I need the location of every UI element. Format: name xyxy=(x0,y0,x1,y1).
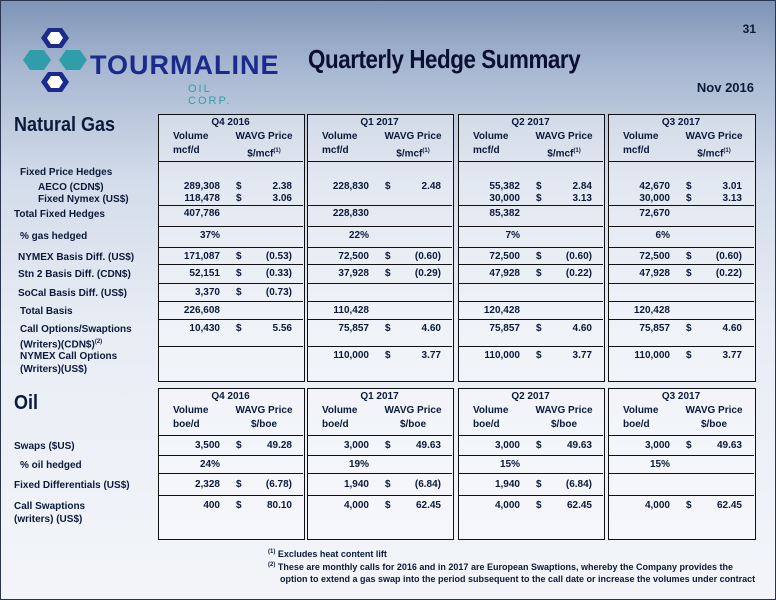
gas-volume-cell: 110,000 xyxy=(484,350,520,361)
gas-price-cell: (0.73) xyxy=(265,287,292,298)
gas-volume-cell: 30,000 xyxy=(639,193,670,204)
volume-unit: mcf/d xyxy=(623,145,650,156)
oil-price-cell: 49.63 xyxy=(566,440,592,451)
gas-row-label xyxy=(20,350,117,376)
gas-price-cell: (0.53) xyxy=(265,251,292,262)
gas-price-cell: 3.77 xyxy=(421,350,441,361)
oil-dollar-sign: $ xyxy=(536,479,542,490)
gas-volume-cell: 52,151 xyxy=(189,268,220,279)
gas-volume-cell: 55,382 xyxy=(489,181,520,192)
gas-price-cell: (0.22) xyxy=(715,268,742,279)
gas-price-cell: (0.22) xyxy=(565,268,592,279)
gas-volume-cell: 407,786 xyxy=(183,208,220,219)
oil-row-label xyxy=(14,440,75,453)
oil-volume-cell: 24% xyxy=(199,459,220,470)
price-unit: $/boe xyxy=(700,419,728,430)
row-label-text: Fixed Nymex (US$) xyxy=(38,194,129,205)
oil-dollar-sign: $ xyxy=(236,500,242,511)
gas-dollar-sign: $ xyxy=(385,268,391,279)
gas-volume-header xyxy=(473,130,523,158)
volume-label: Volume xyxy=(473,405,509,416)
oil-price-cell: 62.45 xyxy=(566,500,592,511)
gas-price-cell: 5.56 xyxy=(272,323,292,334)
oil-row-rule xyxy=(458,455,603,456)
page-number: 31 xyxy=(742,22,756,36)
gas-dollar-sign: $ xyxy=(385,350,391,361)
gas-dollar-sign: $ xyxy=(236,323,242,334)
gas-volume-cell: 118,478 xyxy=(184,193,220,204)
gas-row-rule xyxy=(158,301,303,302)
gas-price-cell: 3.77 xyxy=(572,350,592,361)
oil-volume-cell: 15% xyxy=(649,459,670,470)
gas-volume-cell: 110,428 xyxy=(333,305,369,316)
gas-row-label xyxy=(14,208,105,221)
price-label: WAVG Price xyxy=(535,131,593,142)
gas-price-cell: 2.48 xyxy=(421,181,441,192)
oil-price-cell: (6.84) xyxy=(565,479,592,490)
gas-row-rule xyxy=(307,264,452,265)
gas-price-cell: (0.60) xyxy=(414,251,441,262)
footnote-2-text: These are monthly calls for 2016 and in 2017 are European Swaptions, whereby the Company provides the xyxy=(277,562,734,572)
oil-quarter-header: Q3 2017 xyxy=(661,391,701,402)
gas-dollar-sign: $ xyxy=(686,181,692,192)
oil-price-header xyxy=(530,404,598,432)
gas-header-rule xyxy=(158,161,303,162)
oil-price-cell: 49.28 xyxy=(266,440,292,451)
gas-row-rule xyxy=(158,205,303,206)
gem-icon xyxy=(18,26,88,96)
footnote-1-text: Excludes heat content lift xyxy=(277,549,387,559)
gas-volume-cell: 3,370 xyxy=(194,287,220,298)
oil-dollar-sign: $ xyxy=(385,479,391,490)
volume-label: Volume xyxy=(173,131,209,142)
gas-volume-cell: 228,830 xyxy=(332,181,369,192)
oil-dollar-sign: $ xyxy=(536,440,542,451)
row-footnote-mark: (2) xyxy=(94,339,103,345)
volume-unit: boe/d xyxy=(173,419,200,430)
oil-volume-cell: 400 xyxy=(203,500,220,511)
gas-price-header xyxy=(230,130,298,161)
oil-volume-cell: 4,000 xyxy=(343,500,369,511)
gas-quarter-header: Q2 2017 xyxy=(511,117,550,128)
report-date: Nov 2016 xyxy=(696,80,754,95)
price-label: WAVG Price xyxy=(235,131,293,142)
gas-dollar-sign: $ xyxy=(236,251,242,262)
gas-volume-cell: 47,928 xyxy=(489,268,520,279)
gas-price-header xyxy=(680,130,748,161)
oil-volume-cell: 3,500 xyxy=(194,440,220,451)
gas-price-cell: (0.60) xyxy=(715,251,742,262)
oil-quarter-header: Q4 2016 xyxy=(211,391,250,402)
oil-row-rule xyxy=(307,435,452,436)
gas-row-rule xyxy=(158,226,303,227)
oil-row-rule xyxy=(158,435,303,436)
oil-row-rule xyxy=(458,435,603,436)
gas-row-rule xyxy=(158,247,303,248)
gas-row-rule xyxy=(458,247,603,248)
gas-dollar-sign: $ xyxy=(686,251,692,262)
oil-row-rule xyxy=(608,495,754,496)
oil-dollar-sign: $ xyxy=(686,500,692,511)
gas-volume-cell: 75,857 xyxy=(338,323,369,334)
gas-row-rule xyxy=(307,205,452,206)
gas-volume-header xyxy=(173,130,223,158)
gas-dollar-sign: $ xyxy=(686,193,692,204)
row-label-text: Swaps ($US) xyxy=(14,441,75,452)
oil-price-header xyxy=(379,404,447,432)
oil-row-rule xyxy=(158,473,303,474)
logo-name: TOURMALINE xyxy=(90,50,280,80)
oil-volume-cell: 4,000 xyxy=(644,500,670,511)
gas-row-label xyxy=(20,230,87,243)
price-footnote-mark: (1) xyxy=(273,148,281,154)
gas-volume-cell: 72,500 xyxy=(338,251,369,262)
row-label-text: Total Fixed Hedges xyxy=(14,209,105,220)
price-label: WAVG Price xyxy=(685,131,743,142)
oil-price-cell: 49.63 xyxy=(415,440,441,451)
row-label-text: Call Swaptions xyxy=(14,501,86,512)
oil-dollar-sign: $ xyxy=(236,479,242,490)
gas-row-rule xyxy=(158,319,303,320)
gas-dollar-sign: $ xyxy=(536,193,542,204)
price-unit: $/mcf xyxy=(547,148,574,160)
price-footnote-mark: (1) xyxy=(422,148,430,154)
price-unit: $/mcf xyxy=(396,148,423,160)
gas-row-label xyxy=(38,193,129,206)
price-unit: $/boe xyxy=(399,419,427,430)
gas-row-rule xyxy=(158,346,303,347)
oil-row-rule xyxy=(158,455,303,456)
gas-row-rule xyxy=(458,346,603,347)
oil-row-rule xyxy=(608,455,754,456)
price-footnote-mark: (1) xyxy=(573,148,581,154)
gas-price-cell: (0.29) xyxy=(414,268,441,279)
gas-quarter-header: Q1 2017 xyxy=(360,117,399,128)
row-label-text: Fixed Differentials (US$) xyxy=(14,480,130,491)
gas-volume-cell: 47,928 xyxy=(639,268,670,279)
gas-row-rule xyxy=(608,346,754,347)
gas-price-cell: 4.60 xyxy=(421,323,441,334)
oil-price-header xyxy=(680,404,748,432)
oil-volume-cell: 19% xyxy=(348,459,369,470)
volume-unit: mcf/d xyxy=(322,145,349,156)
oil-price-cell: 62.45 xyxy=(415,500,441,511)
volume-label: Volume xyxy=(322,405,358,416)
gas-row-rule xyxy=(458,205,603,206)
oil-price-header xyxy=(230,404,298,432)
gas-price-cell: 4.60 xyxy=(572,323,592,334)
oil-volume-cell: 3,000 xyxy=(494,440,520,451)
volume-label: Volume xyxy=(623,131,659,142)
row-label-text: Call Options/Swaptions xyxy=(20,324,132,335)
row-label-text: % oil hedged xyxy=(20,460,82,471)
gas-price-cell: (0.33) xyxy=(265,268,292,279)
gas-header-rule xyxy=(307,161,452,162)
gas-dollar-sign: $ xyxy=(236,268,242,279)
gas-row-label xyxy=(20,305,73,318)
volume-label: Volume xyxy=(473,131,509,142)
gas-row-rule xyxy=(307,247,452,248)
gas-dollar-sign: $ xyxy=(236,181,242,192)
logo-subtitle: OIL CORP. xyxy=(188,83,232,107)
volume-unit: boe/d xyxy=(322,419,349,430)
price-unit: $/mcf xyxy=(697,148,724,160)
volume-unit: mcf/d xyxy=(473,145,500,156)
oil-dollar-sign: $ xyxy=(236,440,242,451)
gas-row-rule xyxy=(608,226,754,227)
gas-dollar-sign: $ xyxy=(686,323,692,334)
gas-dollar-sign: $ xyxy=(536,268,542,279)
row-label-text: % gas hedged xyxy=(20,231,88,242)
price-label: WAVG Price xyxy=(535,405,593,416)
oil-dollar-sign: $ xyxy=(385,500,391,511)
gas-volume-cell: 110,000 xyxy=(333,350,369,361)
row-label-text: AECO (CDN$) xyxy=(38,182,104,193)
gas-price-cell: 2.38 xyxy=(272,181,292,192)
gas-row-label xyxy=(18,251,134,264)
gas-price-cell: 4.60 xyxy=(722,323,742,334)
oil-row-rule xyxy=(307,455,452,456)
gas-price-cell: 3.13 xyxy=(722,193,742,204)
row-label-text: NYMEX Basis Diff. (US$) xyxy=(18,252,135,263)
gas-price-cell: 3.77 xyxy=(722,350,742,361)
gas-row-label xyxy=(20,323,132,351)
gas-volume-cell: 42,670 xyxy=(639,181,670,192)
gas-volume-cell: 22% xyxy=(348,230,369,241)
gas-dollar-sign: $ xyxy=(686,350,692,361)
volume-unit: mcf/d xyxy=(173,145,200,156)
gas-volume-header xyxy=(623,130,673,158)
gas-price-cell: 3.13 xyxy=(572,193,592,204)
gas-volume-cell: 72,670 xyxy=(639,208,670,219)
gas-row-label xyxy=(18,287,127,300)
gas-row-rule xyxy=(608,283,754,284)
gas-row-rule xyxy=(608,247,754,248)
gas-group-label: Fixed Price Hedges xyxy=(20,167,113,178)
natural-gas-heading: Natural Gas xyxy=(14,114,116,136)
gas-volume-cell: 171,087 xyxy=(183,251,220,262)
gas-row-rule xyxy=(307,301,452,302)
price-unit: $/boe xyxy=(550,419,578,430)
oil-volume-header xyxy=(473,404,523,432)
volume-label: Volume xyxy=(322,131,358,142)
oil-volume-cell: 15% xyxy=(499,459,520,470)
gas-row-rule xyxy=(458,283,603,284)
gas-row-rule xyxy=(458,319,603,320)
footnote-1 xyxy=(268,546,387,560)
gas-volume-cell: 37% xyxy=(199,230,220,241)
row-label-text: NYMEX Call Options xyxy=(20,351,118,362)
oil-dollar-sign: $ xyxy=(385,440,391,451)
gas-row-rule xyxy=(458,264,603,265)
footnote-2 xyxy=(268,559,755,585)
oil-row-rule xyxy=(608,473,754,474)
row-label-text: Stn 2 Basis Diff. (CDN$) xyxy=(18,269,131,280)
price-label: WAVG Price xyxy=(685,405,743,416)
oil-price-cell: 80.10 xyxy=(266,500,292,511)
oil-volume-header xyxy=(322,404,372,432)
oil-heading: Oil xyxy=(14,392,39,414)
price-unit: $/boe xyxy=(250,419,278,430)
gas-volume-cell: 110,000 xyxy=(634,350,670,361)
oil-row-rule xyxy=(307,473,452,474)
volume-unit: boe/d xyxy=(623,419,650,430)
gas-row-rule xyxy=(458,301,603,302)
gas-row-rule xyxy=(158,264,303,265)
gas-row-rule xyxy=(608,205,754,206)
oil-volume-cell: 3,000 xyxy=(644,440,670,451)
gas-volume-cell: 30,000 xyxy=(489,193,520,204)
oil-row-rule xyxy=(458,473,603,474)
gas-volume-cell: 10,430 xyxy=(189,323,220,334)
gas-quarter-header: Q3 2017 xyxy=(661,117,701,128)
gas-header-rule xyxy=(458,161,603,162)
gas-dollar-sign: $ xyxy=(236,193,242,204)
price-footnote-mark: (1) xyxy=(723,148,731,154)
gas-row-rule xyxy=(307,283,452,284)
oil-volume-cell: 3,000 xyxy=(343,440,369,451)
volume-unit: boe/d xyxy=(473,419,500,430)
gas-row-rule xyxy=(458,226,603,227)
price-unit: $/mcf xyxy=(247,148,274,160)
gas-volume-cell: 120,428 xyxy=(633,305,670,316)
gas-dollar-sign: $ xyxy=(385,181,391,192)
oil-dollar-sign: $ xyxy=(686,440,692,451)
gas-row-rule xyxy=(307,226,452,227)
oil-volume-cell: 2,328 xyxy=(194,479,220,490)
gas-dollar-sign: $ xyxy=(536,181,542,192)
oil-quarter-header: Q1 2017 xyxy=(360,391,399,402)
row-label-text: SoCal Basis Diff. (US$) xyxy=(18,288,127,299)
gas-volume-cell: 75,857 xyxy=(639,323,670,334)
gas-volume-cell: 6% xyxy=(655,230,670,241)
price-label: WAVG Price xyxy=(235,405,293,416)
oil-volume-cell: 1,940 xyxy=(343,479,369,490)
gas-dollar-sign: $ xyxy=(385,251,391,262)
gas-price-cell: 2.84 xyxy=(572,181,592,192)
gas-row-rule xyxy=(608,301,754,302)
oil-volume-header xyxy=(623,404,673,432)
gas-volume-cell: 228,830 xyxy=(332,208,369,219)
row-label-text-cont: (Writers)(CDN$) xyxy=(20,339,95,351)
oil-volume-cell: 4,000 xyxy=(494,500,520,511)
gas-volume-cell: 37,928 xyxy=(338,268,369,279)
company-logo xyxy=(18,26,280,107)
gas-quarter-header: Q4 2016 xyxy=(211,117,250,128)
row-label-text-cont: (Writers)(US$) xyxy=(20,364,88,375)
oil-volume-cell: 1,940 xyxy=(494,479,520,490)
footnote-1-mark: (1) xyxy=(268,549,276,555)
gas-row-rule xyxy=(158,283,303,284)
oil-row-rule xyxy=(307,495,452,496)
gas-dollar-sign: $ xyxy=(686,268,692,279)
gas-volume-cell: 75,857 xyxy=(489,323,520,334)
gas-dollar-sign: $ xyxy=(536,323,542,334)
gas-dollar-sign: $ xyxy=(385,323,391,334)
oil-row-label xyxy=(14,479,130,492)
gas-volume-cell: 85,382 xyxy=(489,208,520,219)
gas-row-label xyxy=(18,268,131,281)
volume-label: Volume xyxy=(173,405,209,416)
gas-volume-cell: 120,428 xyxy=(483,305,520,316)
gas-price-cell: 3.06 xyxy=(272,193,292,204)
gas-volume-cell: 289,308 xyxy=(183,181,220,192)
gas-dollar-sign: $ xyxy=(236,287,242,298)
gas-dollar-sign: $ xyxy=(536,251,542,262)
gas-dollar-sign: $ xyxy=(536,350,542,361)
footnote-2-mark: (2) xyxy=(268,562,276,568)
gas-volume-cell: 7% xyxy=(505,230,520,241)
gas-volume-cell: 72,500 xyxy=(639,251,670,262)
oil-price-cell: (6.84) xyxy=(414,479,441,490)
gas-volume-header xyxy=(322,130,372,158)
oil-row-rule xyxy=(458,495,603,496)
gas-row-rule xyxy=(307,346,452,347)
row-label-text: Total Basis xyxy=(20,306,73,317)
gas-price-cell: (0.60) xyxy=(565,251,592,262)
oil-row-rule xyxy=(158,495,303,496)
oil-quarter-header: Q2 2017 xyxy=(511,391,550,402)
gas-price-header xyxy=(379,130,447,161)
footnote-2-text-cont: option to extend a gas swap into the period subsequent to the call date or increase the volumes under contract xyxy=(280,574,756,584)
gas-price-cell: 3.01 xyxy=(722,181,742,192)
oil-volume-header xyxy=(173,404,223,432)
gas-volume-cell: 226,608 xyxy=(183,305,220,316)
gas-price-header xyxy=(530,130,598,161)
oil-price-cell: (6.78) xyxy=(265,479,292,490)
oil-row-label xyxy=(20,459,82,472)
page-title: Quarterly Hedge Summary xyxy=(308,44,581,74)
volume-label: Volume xyxy=(623,405,659,416)
price-label: WAVG Price xyxy=(384,405,442,416)
oil-row-rule xyxy=(608,435,754,436)
gas-header-rule xyxy=(608,161,754,162)
oil-dollar-sign: $ xyxy=(536,500,542,511)
row-label-text-cont: (writers) (US$) xyxy=(14,514,83,525)
gas-volume-cell: 72,500 xyxy=(489,251,520,262)
gas-row-rule xyxy=(307,319,452,320)
gas-row-rule xyxy=(608,319,754,320)
oil-row-label xyxy=(14,500,85,526)
oil-price-cell: 62.45 xyxy=(716,500,742,511)
price-label: WAVG Price xyxy=(384,131,442,142)
gas-row-rule xyxy=(608,264,754,265)
oil-price-cell: 49.63 xyxy=(716,440,742,451)
